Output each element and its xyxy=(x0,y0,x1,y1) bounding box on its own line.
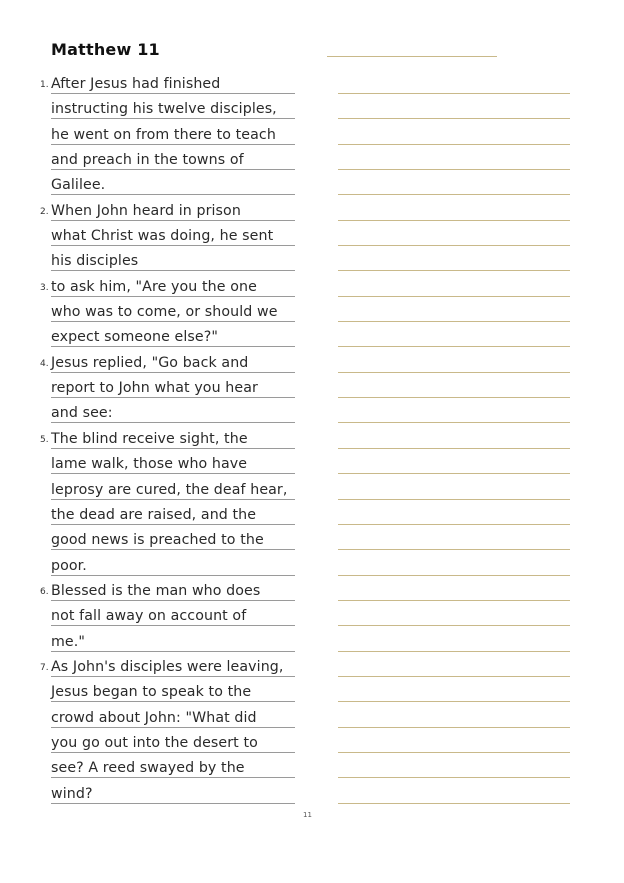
text-underline xyxy=(51,296,295,297)
verse-text: report to John what you hear xyxy=(51,380,258,397)
verse-text: me." xyxy=(51,633,85,650)
writing-line[interactable] xyxy=(338,630,570,655)
text-underline xyxy=(51,499,295,500)
writing-line[interactable] xyxy=(338,325,570,350)
scripture-line xyxy=(0,604,310,629)
writing-line[interactable] xyxy=(338,604,570,629)
scripture-line xyxy=(0,401,310,426)
text-underline xyxy=(51,676,295,677)
verse-number: 4. xyxy=(40,358,49,369)
verse-text: to ask him, "Are you the one xyxy=(51,278,257,295)
scripture-line xyxy=(0,249,310,274)
writing-line[interactable] xyxy=(338,427,570,452)
verse-text: After Jesus had finished xyxy=(51,76,221,92)
verse-text: poor. xyxy=(51,557,87,574)
verse-number: 3. xyxy=(40,282,49,293)
verse-number: 7. xyxy=(40,662,49,673)
text-underline xyxy=(51,701,295,702)
verse-text: his disciples xyxy=(51,253,139,270)
scripture-line xyxy=(0,376,310,401)
scripture-line xyxy=(0,123,310,148)
scripture-line xyxy=(0,224,310,249)
scripture-line xyxy=(0,782,310,807)
scripture-line xyxy=(0,655,310,680)
scripture-line xyxy=(0,680,310,705)
text-underline xyxy=(51,220,295,221)
text-underline xyxy=(51,144,295,145)
text-underline xyxy=(51,245,295,246)
writing-line[interactable] xyxy=(338,706,570,731)
text-underline xyxy=(51,803,295,804)
text-underline xyxy=(51,321,295,322)
writing-line[interactable] xyxy=(338,275,570,300)
text-underline xyxy=(51,270,295,271)
writing-line[interactable] xyxy=(338,199,570,224)
verse-text: wind? xyxy=(51,785,93,802)
scripture-line xyxy=(0,706,310,731)
scripture-line xyxy=(0,275,310,300)
verse-text: Jesus began to speak to the xyxy=(51,684,252,701)
title-writing-line xyxy=(327,56,497,57)
text-underline xyxy=(51,93,295,94)
writing-line[interactable] xyxy=(338,300,570,325)
verse-text: who was to come, or should we xyxy=(51,304,278,321)
writing-line[interactable] xyxy=(338,72,570,97)
scripture-line xyxy=(0,72,310,97)
writing-line[interactable] xyxy=(338,478,570,503)
scripture-line xyxy=(0,351,310,376)
scripture-line xyxy=(0,554,310,579)
text-underline xyxy=(51,346,295,347)
text-underline xyxy=(51,118,295,119)
writing-line[interactable] xyxy=(338,731,570,756)
scripture-line xyxy=(0,503,310,528)
verse-text: As John's disciples were leaving, xyxy=(51,658,284,675)
writing-line[interactable] xyxy=(338,97,570,122)
writing-line[interactable] xyxy=(338,579,570,604)
verse-text: The blind receive sight, the xyxy=(51,430,248,447)
page-number: 11 xyxy=(303,811,312,819)
scripture-line xyxy=(0,452,310,477)
page-title: Matthew 11 xyxy=(51,40,160,59)
writing-line[interactable] xyxy=(338,554,570,579)
text-underline xyxy=(51,473,295,474)
verse-number: 1. xyxy=(40,80,49,90)
text-underline xyxy=(51,625,295,626)
writing-line[interactable] xyxy=(338,351,570,376)
text-underline xyxy=(51,549,295,550)
writing-line[interactable] xyxy=(338,680,570,705)
text-underline xyxy=(51,372,295,373)
verse-number: 5. xyxy=(40,434,49,445)
verse-text: not fall away on account of xyxy=(51,608,247,625)
writing-line[interactable] xyxy=(338,528,570,553)
scripture-line xyxy=(0,731,310,756)
verse-text: you go out into the desert to xyxy=(51,734,258,751)
verse-text: what Christ was doing, he sent xyxy=(51,228,274,245)
text-underline xyxy=(51,397,295,398)
text-underline xyxy=(51,575,295,576)
writing-line[interactable] xyxy=(338,401,570,426)
verse-text: Galilee. xyxy=(51,177,106,194)
scripture-line xyxy=(0,478,310,503)
scripture-text-column xyxy=(0,72,310,807)
scripture-line xyxy=(0,173,310,198)
text-underline xyxy=(51,600,295,601)
scripture-line xyxy=(0,97,310,122)
verse-text: and preach in the towns of xyxy=(51,152,244,169)
writing-line[interactable] xyxy=(338,376,570,401)
verse-text: the dead are raised, and the xyxy=(51,506,257,523)
copy-practice-column xyxy=(338,72,570,807)
verse-text: leprosy are cured, the deaf hear, xyxy=(51,481,288,498)
text-underline xyxy=(51,777,295,778)
scripture-line xyxy=(0,300,310,325)
writing-line[interactable] xyxy=(338,224,570,249)
text-underline xyxy=(51,727,295,728)
verse-text: and see: xyxy=(51,405,113,422)
writing-line[interactable] xyxy=(338,173,570,198)
scripture-line xyxy=(0,579,310,604)
writing-line[interactable] xyxy=(338,452,570,477)
text-underline xyxy=(51,422,295,423)
scripture-line xyxy=(0,199,310,224)
text-underline xyxy=(51,524,295,525)
scripture-line xyxy=(0,325,310,350)
writing-line[interactable] xyxy=(338,148,570,173)
scripture-line xyxy=(0,528,310,553)
verse-text: instructing his twelve disciples, xyxy=(51,101,277,118)
text-underline xyxy=(51,169,295,170)
scripture-line xyxy=(0,427,310,452)
verse-text: lame walk, those who have xyxy=(51,456,248,473)
writing-line[interactable] xyxy=(338,503,570,528)
scripture-line xyxy=(0,756,310,781)
text-underline xyxy=(51,651,295,652)
writing-line[interactable] xyxy=(338,756,570,781)
writing-line[interactable] xyxy=(338,782,570,807)
verse-text: see? A reed swayed by the xyxy=(51,760,245,777)
text-underline xyxy=(51,448,295,449)
scripture-line xyxy=(0,148,310,173)
writing-line[interactable] xyxy=(338,655,570,680)
verse-number: 6. xyxy=(40,586,49,597)
verse-text: expect someone else?" xyxy=(51,329,218,346)
verse-text: Blessed is the man who does xyxy=(51,582,261,599)
writing-line[interactable] xyxy=(338,249,570,274)
verse-text: he went on from there to teach xyxy=(51,126,276,143)
scripture-line xyxy=(0,630,310,655)
writing-line[interactable] xyxy=(338,123,570,148)
verse-text: crowd about John: "What did xyxy=(51,709,257,726)
text-underline xyxy=(51,752,295,753)
text-underline xyxy=(51,194,295,195)
verse-number: 2. xyxy=(40,206,49,217)
verse-text: Jesus replied, "Go back and xyxy=(51,354,249,371)
verse-text: When John heard in prison xyxy=(51,202,241,219)
verse-text: good news is preached to the xyxy=(51,532,264,549)
